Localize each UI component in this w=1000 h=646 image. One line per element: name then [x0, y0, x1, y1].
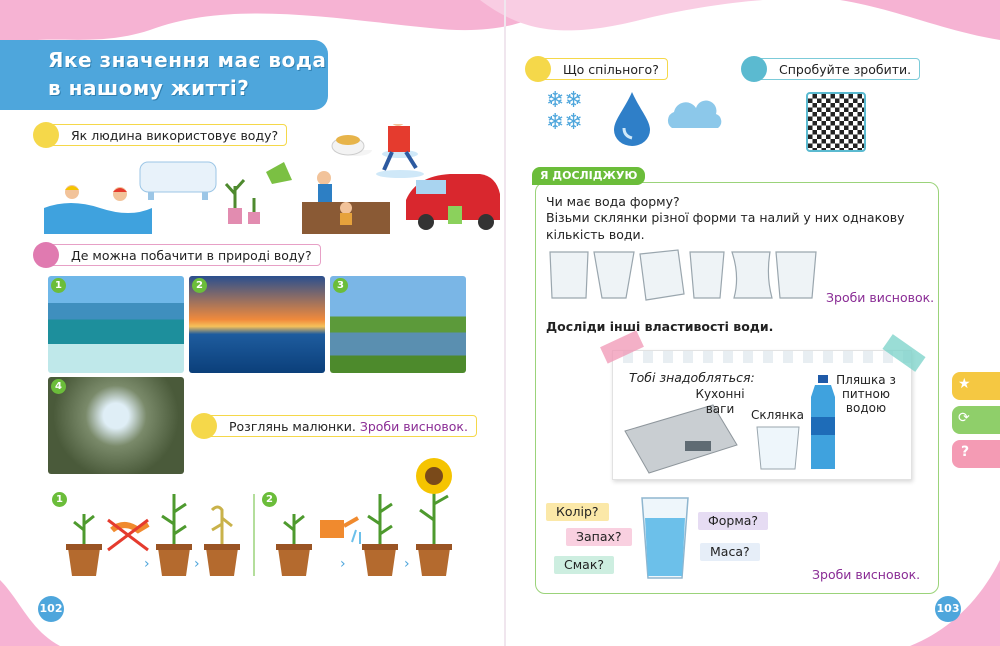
palm-icon	[525, 56, 551, 82]
property-mass: Маса?	[700, 543, 760, 561]
glasses-illustration	[546, 248, 822, 302]
glass-4	[690, 252, 724, 298]
water-glass-image	[640, 496, 690, 582]
star-button[interactable]	[952, 372, 1000, 400]
property-shape: Форма?	[698, 512, 768, 530]
cloud-icon	[662, 100, 726, 132]
conclusion-2: Зроби висновок.	[812, 567, 921, 582]
glass-image	[755, 425, 801, 471]
watering-plants-illustration	[226, 162, 292, 224]
leaf-icon	[191, 413, 217, 439]
page-title: Яке значення має вода в нашому житті?	[0, 40, 328, 110]
pot-plant-wilted	[204, 507, 240, 576]
glass-1	[550, 252, 588, 298]
question-nature-water: Де можна побачити в природі воду?	[38, 244, 321, 266]
photo-spring: 4	[48, 377, 184, 474]
research-tab: Я ДОСЛІДЖУЮ	[532, 167, 645, 185]
people-icon	[741, 56, 767, 82]
question-icon: ?	[961, 444, 970, 460]
star-icon: ★	[958, 376, 971, 392]
glass-3	[640, 250, 684, 300]
page-number-right: 103	[935, 596, 961, 622]
property-smell: Запах?	[566, 528, 632, 546]
question-common: Що спільного?	[530, 58, 668, 80]
question-water-use: Як людина використовує воду?	[38, 124, 287, 146]
pot-plant-grown-1	[156, 494, 192, 576]
bathtub-illustration	[140, 162, 216, 200]
bottle-label: Пляшка з питною водою	[836, 373, 896, 415]
pot-seedling-2	[276, 514, 312, 576]
pot-seedling-1	[66, 514, 102, 576]
water-drop-icon	[612, 90, 652, 146]
research-question: Чи має вода форму?	[546, 194, 680, 209]
notebook-rings	[613, 351, 911, 363]
property-color: Колір?	[546, 503, 609, 521]
food-and-skater-illustration	[330, 124, 440, 184]
explore-properties: Досліди інші властивості води.	[546, 319, 774, 334]
megaphone-icon	[33, 242, 59, 268]
pot-plant-grown-2	[362, 494, 398, 576]
glass-5	[732, 252, 772, 298]
scales-label: Кухонні ваги	[695, 387, 745, 416]
refresh-icon: ⟳	[958, 410, 970, 426]
materials-card	[612, 350, 912, 480]
page-number-left: 102	[38, 596, 64, 622]
plant-sequences: 1 2 › › › ›	[48, 490, 466, 580]
plant-sequence-drawing	[48, 490, 466, 580]
property-taste: Смак?	[554, 556, 614, 574]
need-title: Тобі знадобляться:	[629, 370, 755, 385]
glass-2	[594, 252, 634, 298]
snowflakes-icon: ❄❄ ❄❄	[546, 88, 583, 135]
pot-sunflower	[416, 490, 452, 576]
swimming-illustration	[44, 185, 152, 234]
help-button[interactable]	[952, 440, 1000, 468]
refresh-button[interactable]	[952, 406, 1000, 434]
svg-text:›: ›	[340, 556, 346, 572]
research-instruction: Візьми склянки різної форми та налий у них однакову кількість води.	[546, 210, 905, 242]
glass-label: Склянка	[751, 408, 804, 422]
glass-6	[776, 252, 816, 298]
consider-task: Розглянь малюнки. Зроби висновок.	[196, 415, 477, 437]
svg-text:›: ›	[404, 556, 410, 572]
conclusion-1: Зроби висновок.	[826, 290, 935, 305]
svg-text:›: ›	[144, 556, 150, 572]
watering-can-icon	[320, 518, 360, 544]
qr-code[interactable]	[806, 92, 866, 152]
photo-lake: 3	[330, 276, 466, 373]
acorn-icon	[33, 122, 59, 148]
sunflower-head-icon	[414, 456, 454, 496]
no-watering-icon	[108, 520, 148, 550]
svg-text:›: ›	[194, 556, 200, 572]
question-try: Спробуйте зробити.	[746, 58, 920, 80]
photo-sunset-sea: 2	[189, 276, 325, 373]
photo-sea-waves: 1	[48, 276, 184, 373]
